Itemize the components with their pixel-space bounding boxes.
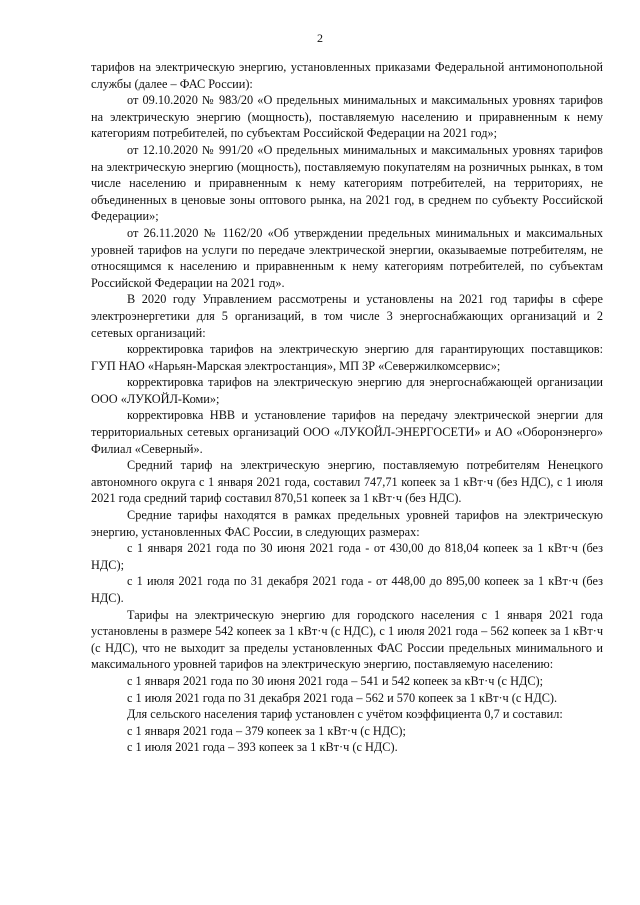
paragraph: Средний тариф на электрическую энергию, поставляемую потребителям Ненецкого автономного округа с 1 января 2021 года, составил 747,71 копеек за 1 кВт·ч (без НДС), с 1 июля 2021 года средний тариф составил 870,51 копеек за 1 кВт·ч (без НДС).: [91, 458, 603, 506]
paragraph: тарифов на электрическую энергию, установленных приказами Федеральной антимонопольной службы (далее – ФАС России):: [91, 60, 603, 91]
paragraph: с 1 июля 2021 года – 393 копеек за 1 кВт·ч (с НДС).: [127, 740, 398, 755]
paragraph: корректировка НВВ и установление тарифов на передачу электрической энергии для территориальных сетевых организаций ООО «ЛУКОЙЛ-ЭНЕРГОСЕТИ» и АО «Оборонэнерго» Филиал «Северный».: [91, 408, 603, 456]
paragraph: Тарифы на электрическую энергию для городского населения с 1 января 2021 года установлены в размере 542 копеек за 1 кВт·ч (с НДС), с 1 июля 2021 года – 562 копеек за 1 кВт·ч (с НДС), что не выходит за пределы установленных ФАС России предельных минимального и максимального уровней тарифов на электрическую энергию, поставляемую населению:: [91, 607, 603, 672]
document-body: [91, 59, 603, 756]
paragraph: Средние тарифы находятся в рамках предельных уровней тарифов на электрическую энергию, установленных ФАС России, в следующих размерах:: [91, 508, 603, 539]
paragraph: корректировка тарифов на электрическую энергию для энергоснабжающей организации ООО «ЛУКОЙЛ-Коми»;: [91, 375, 603, 406]
paragraph: от 12.10.2020 № 991/20 «О предельных минимальных и максимальных уровнях тарифов на электрическую энергию (мощность), поставляемую покупателям на розничных рынках, в том числе населению и приравненным к нему категориям потребителей, на территориях, не объединенных в ценовые зоны оптового рынка, на 2021 год, в среднем по субъекту Российской Федерации»;: [91, 142, 603, 224]
paragraph: с 1 января 2021 года по 30 июня 2021 года – 541 и 542 копеек за кВт·ч (с НДС);: [127, 673, 544, 688]
paragraph: корректировка тарифов на электрическую энергию для гарантирующих поставщиков: ГУП НАО «Нарьян-Марская электростанция», МП ЗР «Севержилкомсервис»;: [91, 342, 603, 373]
paragraph: с 1 января 2021 года по 30 июня 2021 года - от 430,00 до 818,04 копеек за 1 кВт·ч (без НДС);: [91, 541, 603, 572]
paragraph: Для сельского населения тариф установлен с учётом коэффициента 0,7 и составил:: [127, 707, 563, 722]
paragraph: В 2020 году Управлением рассмотрены и установлены на 2021 год тарифы в сфере электроэнергетики для 5 организаций, в том числе 3 энергоснабжающих организаций и 2 сетевых организаций:: [91, 292, 603, 340]
paragraph: с 1 января 2021 года – 379 копеек за 1 кВт·ч (с НДС);: [127, 723, 406, 738]
paragraph: с 1 июля 2021 года по 31 декабря 2021 года – 562 и 570 копеек за 1 кВт·ч (с НДС).: [127, 690, 558, 705]
page-number: 2: [317, 31, 323, 45]
paragraph: с 1 июля 2021 года по 31 декабря 2021 года - от 448,00 до 895,00 копеек за 1 кВт·ч (без НДС).: [91, 574, 603, 605]
paragraph: от 26.11.2020 № 1162/20 «Об утверждении предельных минимальных и максимальных уровней тарифов на услуги по передаче электрической энергии, оказываемые потребителям, не относящимся к населению и приравненным к нему категориям потребителей, по субъектам Российской Федерации на 2021 год».: [91, 225, 603, 290]
paragraph: от 09.10.2020 № 983/20 «О предельных минимальных и максимальных уровнях тарифов на электрическую энергию (мощность), поставляемую населению и приравненным к нему категориям потребителей, по субъектам Российской Федерации на 2021 год»;: [91, 93, 603, 141]
